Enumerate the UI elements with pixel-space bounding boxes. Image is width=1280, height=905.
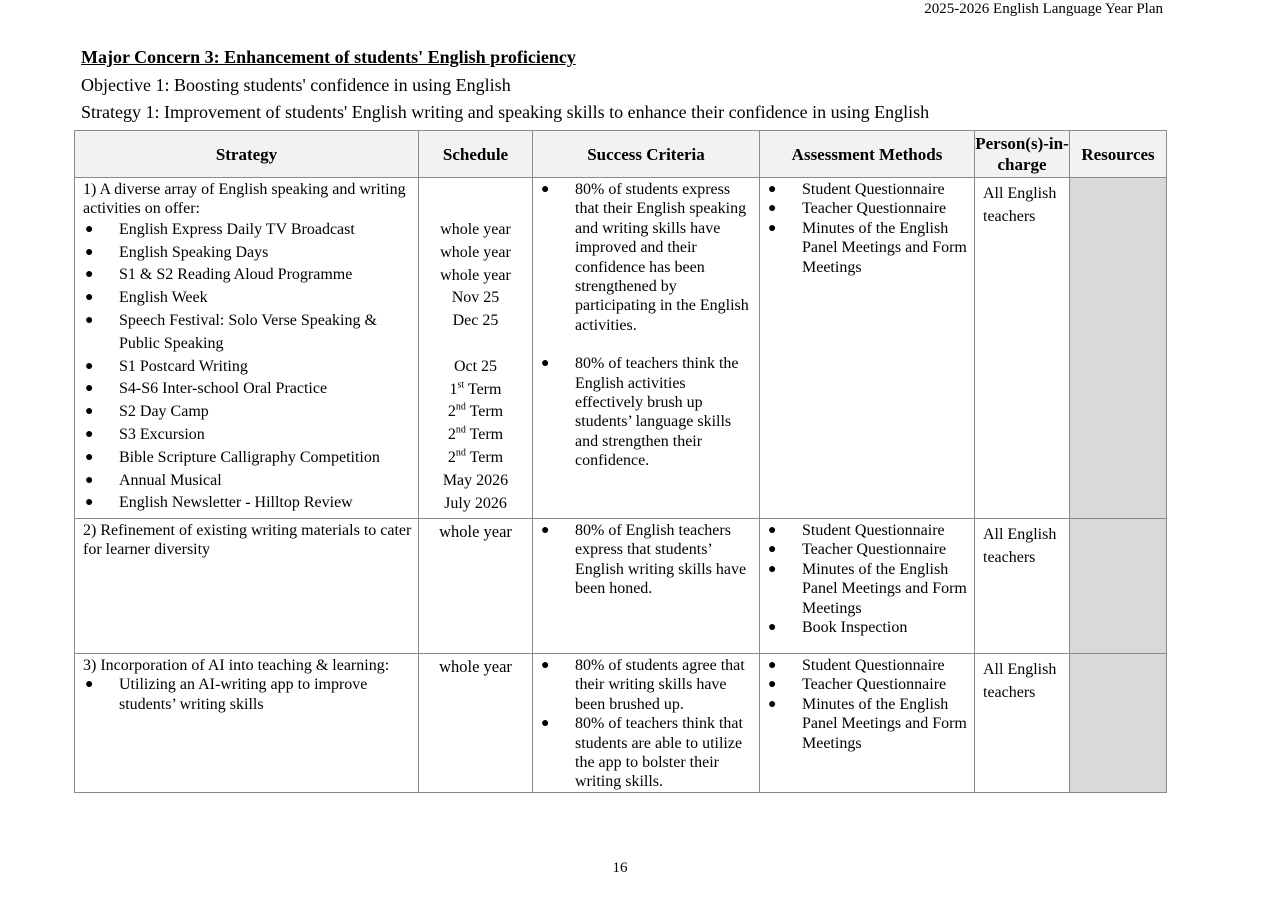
list-item: ● Minutes of the English Panel Meetings and Form Meetings [768, 560, 967, 617]
assessment-cell [760, 178, 975, 519]
list-item: ● Minutes of the English Panel Meetings and Form Meetings [768, 695, 967, 752]
schedule-item: Nov 25 [451, 289, 500, 307]
bullet-icon: ● [85, 267, 94, 283]
strategy-cell [75, 519, 419, 654]
bullet-icon: ● [541, 356, 550, 372]
bullet-icon: ● [85, 449, 94, 465]
bullet-icon: ● [541, 658, 550, 673]
list-item: ● Teacher Questionnaire [768, 200, 947, 218]
bullet-icon: ● [85, 381, 94, 397]
resources-cell [1070, 654, 1167, 793]
strategy-intro: 2) Refinement of existing writing materials to cater for learner diversity [83, 522, 412, 559]
table-header-row [75, 131, 1167, 178]
resources-cell [1070, 178, 1167, 519]
list-item: ● Student Questionnaire [768, 657, 945, 674]
table-row [75, 654, 1167, 793]
list-item: ● Student Questionnaire [768, 181, 945, 198]
list-item: ● 80% of students express that their English speaking and writing skills have improved and their confidence has been strengthened by participating in the English activities. [541, 181, 749, 334]
list-item: ● 80% of teachers think that students are able to utilize the app to bolster their writing skills. [541, 715, 743, 791]
list-item: ● Teacher Questionnaire [768, 676, 947, 694]
bullet-icon: ● [768, 523, 777, 538]
list-item: ● Annual Musical [83, 470, 412, 493]
objective-line: Objective 1: Boosting students' confidence in using English [81, 75, 511, 95]
bullet-icon: ● [85, 290, 94, 306]
table-row [75, 178, 1167, 519]
assessment-cell [760, 519, 975, 654]
person-cell [975, 178, 1070, 519]
schedule-item: whole year [440, 266, 511, 284]
bullet-icon: ● [85, 244, 94, 260]
list-item: ● 80% of teachers think the English activities effectively brush up students’ language skills and strengthen their confidence. [541, 355, 739, 470]
schedule-item: whole year [440, 221, 511, 238]
bullet-icon: ● [541, 523, 550, 538]
person-cell [975, 654, 1070, 793]
list-item: ● Student Questionnaire [768, 522, 945, 539]
bullet-icon: ● [85, 221, 94, 237]
list-item: ● Speech Festival: Solo Verse Speaking & Public Speaking [85, 312, 377, 352]
header-schedule: Schedule [419, 131, 533, 178]
list-item: ● Book Inspection [768, 619, 908, 637]
bullet-icon: ● [768, 182, 777, 197]
list-item: ● English Newsletter - Hilltop Review [83, 492, 412, 515]
year-plan-table [74, 130, 1167, 793]
success-criteria-cell [533, 178, 760, 519]
schedule-item: whole year [440, 243, 511, 261]
person-in-charge: All English teachers [983, 661, 1057, 701]
strategy-cell [75, 654, 419, 793]
list-item: ● 80% of English teachers express that students’ English writing skills have been honed. [541, 522, 747, 598]
list-item: ● S4-S6 Inter-school Oral Practice [83, 378, 412, 401]
list-item: ● 80% of students agree that their writing skills have been brushed up. [541, 657, 745, 713]
activity-list [83, 219, 412, 515]
list-item: ● English Speaking Days [83, 242, 412, 265]
schedule-item: 2nd Term [447, 424, 504, 444]
document-header: 2025-2026 English Language Year Plan [924, 1, 1163, 17]
list-item: ● English Week [83, 287, 412, 310]
list-item: ● Minutes of the English Panel Meetings and Form Meetings [768, 219, 967, 276]
bullet-icon: ● [768, 542, 777, 558]
list-item: ● English Express Daily TV Broadcast [83, 219, 412, 242]
header-persons-in-charge: Person(s)-in-charge [975, 131, 1070, 178]
bullet-icon: ● [768, 561, 777, 577]
schedule-item: whole year [439, 522, 512, 541]
person-in-charge: All English teachers [983, 526, 1057, 566]
list-item: ● S3 Excursion [83, 424, 412, 447]
bullet-icon: ● [768, 201, 777, 217]
list-item: ● Utilizing an AI-writing app to improve students’ writing skills [85, 676, 368, 713]
activity-list [83, 675, 412, 714]
header-success-criteria: Success Criteria [533, 131, 760, 178]
bullet-icon: ● [85, 313, 94, 328]
person-in-charge: All English teachers [983, 185, 1057, 225]
strategy-cell [75, 178, 419, 519]
bullet-icon: ● [768, 696, 777, 712]
major-concern-title: Major Concern 3: Enhancement of students' English proficiency [81, 47, 576, 67]
list-item: ● S1 & S2 Reading Aloud Programme [83, 264, 412, 287]
bullet-icon: ● [768, 620, 777, 636]
success-criteria-cell [533, 654, 760, 793]
assessment-cell [760, 654, 975, 793]
schedule-item: whole year [439, 657, 512, 676]
schedule-cell [419, 519, 533, 654]
header-resources: Resources [1070, 131, 1167, 178]
bullet-icon: ● [85, 358, 94, 374]
list-item: ● Teacher Questionnaire [768, 541, 947, 559]
schedule-item: Dec 25 [452, 312, 499, 330]
bullet-icon: ● [85, 472, 94, 488]
list-item: ● S1 Postcard Writing [83, 356, 412, 379]
bullet-icon: ● [541, 716, 550, 732]
schedule-item: 2nd Term [447, 402, 504, 421]
schedule-item: 2nd Term [447, 447, 504, 466]
bullet-icon: ● [85, 677, 94, 693]
header-strategy: Strategy [75, 131, 419, 178]
bullet-icon: ● [541, 182, 550, 197]
bullet-icon: ● [85, 426, 94, 442]
schedule-item: 1st Term [449, 379, 502, 398]
resources-cell [1070, 519, 1167, 654]
strategy-line: Strategy 1: Improvement of students' English writing and speaking skills to enhance their confidence in using English [81, 102, 930, 122]
schedule-cell [419, 178, 533, 519]
schedule-item: July 2026 [444, 494, 507, 512]
schedule-cell [419, 654, 533, 793]
header-assessment-methods: Assessment Methods [760, 131, 975, 178]
bullet-icon: ● [768, 677, 777, 693]
list-item: ● Bible Scripture Calligraphy Competition [83, 447, 412, 470]
page-number: 16 [612, 860, 628, 876]
strategy-intro: 1) A diverse array of English speaking and writing activities on offer: [83, 181, 406, 218]
list-item: ● S2 Day Camp [83, 401, 412, 424]
bullet-icon: ● [85, 404, 94, 420]
bullet-icon: ● [768, 220, 777, 236]
person-cell [975, 519, 1070, 654]
schedule-item: May 2026 [442, 471, 509, 489]
table-row [75, 519, 1167, 654]
bullet-icon: ● [768, 658, 777, 673]
strategy-intro: 3) Incorporation of AI into teaching & learning: [83, 657, 390, 674]
schedule-item: Oct 25 [453, 357, 498, 375]
success-criteria-cell [533, 519, 760, 654]
bullet-icon: ● [85, 495, 94, 511]
